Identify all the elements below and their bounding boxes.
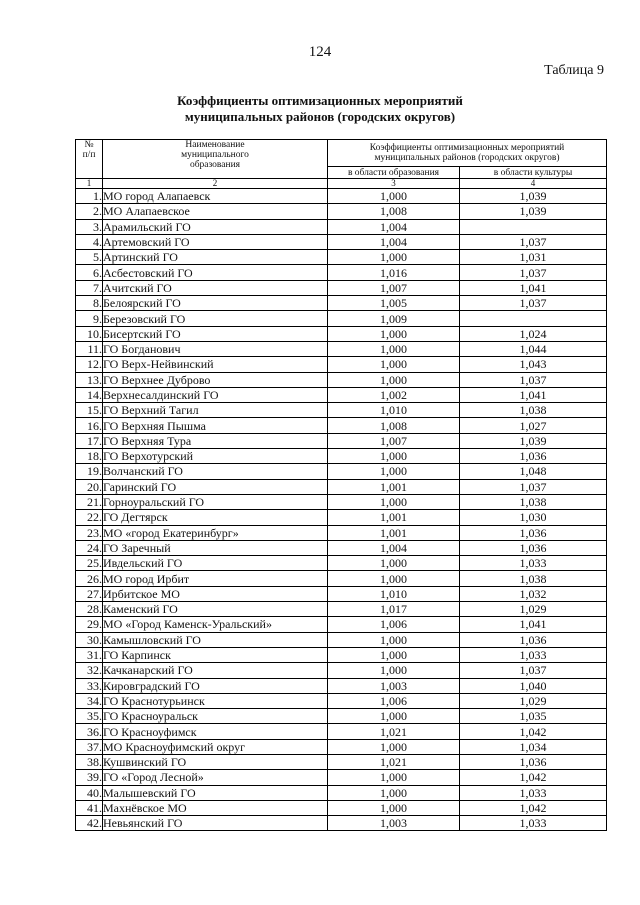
row-culture-coef: 1,033 (460, 816, 607, 831)
row-culture-coef: 1,043 (460, 357, 607, 372)
header-name-line-3: образования (189, 160, 241, 170)
table-row (76, 494, 607, 509)
row-culture-coef: 1,036 (460, 525, 607, 540)
row-number: 17. (76, 433, 103, 448)
table-row (76, 632, 607, 647)
row-culture-coef: 1,037 (460, 265, 607, 280)
row-number: 34. (76, 693, 103, 708)
row-education-coef: 1,000 (328, 250, 460, 265)
row-education-coef: 1,000 (328, 341, 460, 356)
row-culture-coef: 1,024 (460, 326, 607, 341)
row-culture-coef (460, 219, 607, 234)
table-row (76, 602, 607, 617)
row-culture-coef: 1,041 (460, 617, 607, 632)
row-culture-coef: 1,034 (460, 739, 607, 754)
row-education-coef: 1,001 (328, 525, 460, 540)
row-education-coef: 1,000 (328, 556, 460, 571)
row-name: ГО Краснотурьинск (103, 693, 328, 708)
row-name: Камышловский ГО (103, 632, 328, 647)
row-number: 13. (76, 372, 103, 387)
row-education-coef: 1,000 (328, 663, 460, 678)
row-number: 38. (76, 754, 103, 769)
row-culture-coef: 1,040 (460, 678, 607, 693)
table-row (76, 556, 607, 571)
row-number: 29. (76, 617, 103, 632)
row-culture-coef: 1,038 (460, 403, 607, 418)
row-name: ГО Красноуфимск (103, 724, 328, 739)
table-row (76, 464, 607, 479)
row-culture-coef: 1,048 (460, 464, 607, 479)
row-number: 21. (76, 494, 103, 509)
header-coefficients-group (328, 140, 607, 167)
document-title (0, 93, 640, 125)
row-name: Арамильский ГО (103, 219, 328, 234)
table-row (76, 449, 607, 464)
row-name: Волчанский ГО (103, 464, 328, 479)
row-number: 32. (76, 663, 103, 678)
page-number: 124 (308, 44, 332, 60)
row-name: Малышевский ГО (103, 785, 328, 800)
row-education-coef: 1,000 (328, 357, 460, 372)
table-row (76, 754, 607, 769)
row-culture-coef: 1,041 (460, 280, 607, 295)
row-education-coef: 1,004 (328, 219, 460, 234)
row-name: МО город Ирбит (103, 571, 328, 586)
row-number: 2. (76, 204, 103, 219)
table-row (76, 800, 607, 815)
table-row (76, 510, 607, 525)
row-education-coef: 1,006 (328, 617, 460, 632)
row-education-coef: 1,001 (328, 510, 460, 525)
row-culture-coef: 1,037 (460, 372, 607, 387)
row-name: Ивдельский ГО (103, 556, 328, 571)
row-culture-coef: 1,042 (460, 800, 607, 815)
row-education-coef: 1,007 (328, 280, 460, 295)
row-education-coef: 1,003 (328, 678, 460, 693)
table-row (76, 571, 607, 586)
row-number: 6. (76, 265, 103, 280)
row-education-coef: 1,005 (328, 296, 460, 311)
row-name: Гаринский ГО (103, 479, 328, 494)
row-number: 19. (76, 464, 103, 479)
row-name: МО Красноуфимский округ (103, 739, 328, 754)
row-education-coef: 1,008 (328, 418, 460, 433)
row-name: ГО «Город Лесной» (103, 770, 328, 785)
table-row (76, 647, 607, 662)
row-education-coef: 1,021 (328, 724, 460, 739)
header-number (76, 140, 103, 179)
row-name: ГО Заречный (103, 540, 328, 555)
row-name: Ачитский ГО (103, 280, 328, 295)
row-number: 11. (76, 341, 103, 356)
table-row (76, 739, 607, 754)
row-culture-coef: 1,042 (460, 724, 607, 739)
row-name: Артинский ГО (103, 250, 328, 265)
row-name: Березовский ГО (103, 311, 328, 326)
row-education-coef: 1,000 (328, 647, 460, 662)
row-number: 26. (76, 571, 103, 586)
row-education-coef: 1,017 (328, 602, 460, 617)
row-culture-coef: 1,039 (460, 433, 607, 448)
row-education-coef: 1,001 (328, 479, 460, 494)
row-education-coef: 1,003 (328, 816, 460, 831)
row-education-coef: 1,000 (328, 571, 460, 586)
table-row (76, 403, 607, 418)
row-culture-coef: 1,032 (460, 586, 607, 601)
row-number: 27. (76, 586, 103, 601)
row-name: МО «город Екатеринбург» (103, 525, 328, 540)
table-row (76, 479, 607, 494)
table-row (76, 693, 607, 708)
row-education-coef: 1,000 (328, 739, 460, 754)
row-culture-coef: 1,042 (460, 770, 607, 785)
table-row (76, 250, 607, 265)
row-name: МО Алапаевское (103, 204, 328, 219)
row-culture-coef: 1,030 (460, 510, 607, 525)
row-culture-coef: 1,033 (460, 785, 607, 800)
row-education-coef: 1,000 (328, 785, 460, 800)
table-row (76, 816, 607, 831)
header-culture: в области культуры (460, 167, 607, 179)
row-education-coef: 1,000 (328, 800, 460, 815)
row-number: 31. (76, 647, 103, 662)
row-culture-coef: 1,036 (460, 449, 607, 464)
table-label: Таблица 9 (544, 63, 604, 78)
row-education-coef: 1,000 (328, 709, 460, 724)
row-education-coef: 1,009 (328, 311, 460, 326)
row-number: 3. (76, 219, 103, 234)
row-education-coef: 1,004 (328, 540, 460, 555)
row-education-coef: 1,000 (328, 326, 460, 341)
row-name: ГО Верхнее Дуброво (103, 372, 328, 387)
row-culture-coef: 1,031 (460, 250, 607, 265)
row-culture-coef: 1,037 (460, 234, 607, 249)
row-education-coef: 1,000 (328, 494, 460, 509)
row-number: 12. (76, 357, 103, 372)
table-row (76, 433, 607, 448)
row-name: Каменский ГО (103, 602, 328, 617)
row-education-coef: 1,021 (328, 754, 460, 769)
row-culture-coef: 1,039 (460, 189, 607, 204)
row-number: 20. (76, 479, 103, 494)
row-education-coef: 1,000 (328, 632, 460, 647)
row-culture-coef: 1,029 (460, 693, 607, 708)
column-number-4: 4 (460, 179, 607, 189)
row-number: 8. (76, 296, 103, 311)
header-number-line-1: № (84, 140, 94, 150)
row-number: 15. (76, 403, 103, 418)
row-name: ГО Верх-Нейвинский (103, 357, 328, 372)
row-education-coef: 1,000 (328, 464, 460, 479)
row-culture-coef: 1,036 (460, 632, 607, 647)
row-culture-coef: 1,036 (460, 540, 607, 555)
table-row (76, 525, 607, 540)
row-number: 18. (76, 449, 103, 464)
table-row (76, 280, 607, 295)
row-name: ГО Верхняя Тура (103, 433, 328, 448)
table-row (76, 189, 607, 204)
row-education-coef: 1,002 (328, 387, 460, 402)
title-line-2: муниципальных районов (городских округов) (184, 109, 456, 124)
column-number-2: 2 (103, 179, 328, 189)
table-row (76, 418, 607, 433)
table-row (76, 540, 607, 555)
header-education: в области образования (328, 167, 460, 179)
table-row (76, 204, 607, 219)
row-number: 42. (76, 816, 103, 831)
row-culture-coef: 1,044 (460, 341, 607, 356)
row-number: 30. (76, 632, 103, 647)
row-name: ГО Дегтярск (103, 510, 328, 525)
row-name: Горноуральский ГО (103, 494, 328, 509)
header-number-line-2: п/п (82, 150, 96, 160)
row-education-coef: 1,007 (328, 433, 460, 448)
table-row (76, 663, 607, 678)
row-number: 41. (76, 800, 103, 815)
table-row (76, 326, 607, 341)
row-education-coef: 1,006 (328, 693, 460, 708)
row-culture-coef: 1,027 (460, 418, 607, 433)
row-number: 25. (76, 556, 103, 571)
row-number: 9. (76, 311, 103, 326)
row-number: 16. (76, 418, 103, 433)
row-number: 1. (76, 189, 103, 204)
row-name: Невьянский ГО (103, 816, 328, 831)
row-culture-coef (460, 311, 607, 326)
row-name: ГО Красноуральск (103, 709, 328, 724)
table-row (76, 586, 607, 601)
table-row (76, 311, 607, 326)
row-name: Кушвинский ГО (103, 754, 328, 769)
row-culture-coef: 1,037 (460, 479, 607, 494)
row-culture-coef: 1,029 (460, 602, 607, 617)
row-name: ГО Верхотурский (103, 449, 328, 464)
row-culture-coef: 1,033 (460, 647, 607, 662)
title-line-1: Коэффициенты оптимизационных мероприятий (177, 93, 463, 108)
row-education-coef: 1,016 (328, 265, 460, 280)
table-row (76, 770, 607, 785)
row-culture-coef: 1,035 (460, 709, 607, 724)
header-name-line-1: Наименование (185, 140, 245, 150)
header-name-line-2: муниципального (181, 150, 249, 160)
table-row (76, 387, 607, 402)
table-row (76, 219, 607, 234)
row-education-coef: 1,008 (328, 204, 460, 219)
row-name: Кировградский ГО (103, 678, 328, 693)
row-culture-coef: 1,039 (460, 204, 607, 219)
row-name: ГО Верхняя Пышма (103, 418, 328, 433)
row-education-coef: 1,000 (328, 189, 460, 204)
row-culture-coef: 1,038 (460, 571, 607, 586)
row-number: 40. (76, 785, 103, 800)
row-name: Качканарский ГО (103, 663, 328, 678)
table-row (76, 617, 607, 632)
row-culture-coef: 1,038 (460, 494, 607, 509)
row-culture-coef: 1,041 (460, 387, 607, 402)
table-row (76, 724, 607, 739)
row-number: 14. (76, 387, 103, 402)
table-row (76, 296, 607, 311)
table-row (76, 678, 607, 693)
table-row (76, 341, 607, 356)
table-row (76, 785, 607, 800)
header-group-line-1: Коэффициенты оптимизационных мероприятий (369, 143, 565, 153)
row-culture-coef: 1,037 (460, 296, 607, 311)
row-number: 39. (76, 770, 103, 785)
row-number: 33. (76, 678, 103, 693)
table-row (76, 709, 607, 724)
row-education-coef: 1,004 (328, 234, 460, 249)
row-number: 28. (76, 602, 103, 617)
row-name: МО город Алапаевск (103, 189, 328, 204)
header-group-line-2: муниципальных районов (городских округов) (374, 153, 560, 163)
row-number: 10. (76, 326, 103, 341)
row-education-coef: 1,000 (328, 372, 460, 387)
column-number-3: 3 (328, 179, 460, 189)
row-number: 24. (76, 540, 103, 555)
row-name: Белоярский ГО (103, 296, 328, 311)
row-culture-coef: 1,037 (460, 663, 607, 678)
row-culture-coef: 1,036 (460, 754, 607, 769)
coefficients-table (75, 139, 607, 831)
row-culture-coef: 1,033 (460, 556, 607, 571)
row-name: МО «Город Каменск-Уральский» (103, 617, 328, 632)
row-number: 35. (76, 709, 103, 724)
row-name: Ирбитское МО (103, 586, 328, 601)
row-number: 5. (76, 250, 103, 265)
row-number: 37. (76, 739, 103, 754)
header-name (103, 140, 328, 179)
row-number: 23. (76, 525, 103, 540)
row-education-coef: 1,000 (328, 770, 460, 785)
row-name: Асбестовский ГО (103, 265, 328, 280)
table-row (76, 265, 607, 280)
row-name: ГО Богданович (103, 341, 328, 356)
row-number: 4. (76, 234, 103, 249)
table-row (76, 372, 607, 387)
row-name: ГО Карпинск (103, 647, 328, 662)
row-number: 36. (76, 724, 103, 739)
table-row (76, 357, 607, 372)
row-name: Артемовский ГО (103, 234, 328, 249)
row-education-coef: 1,000 (328, 449, 460, 464)
row-education-coef: 1,010 (328, 403, 460, 418)
table-body (76, 189, 607, 831)
row-education-coef: 1,010 (328, 586, 460, 601)
row-name: Бисертский ГО (103, 326, 328, 341)
row-number: 22. (76, 510, 103, 525)
column-number-1: 1 (76, 179, 103, 189)
table-row (76, 234, 607, 249)
row-name: Верхнесалдинский ГО (103, 387, 328, 402)
row-name: Махнёвское МО (103, 800, 328, 815)
row-number: 7. (76, 280, 103, 295)
row-name: ГО Верхний Тагил (103, 403, 328, 418)
